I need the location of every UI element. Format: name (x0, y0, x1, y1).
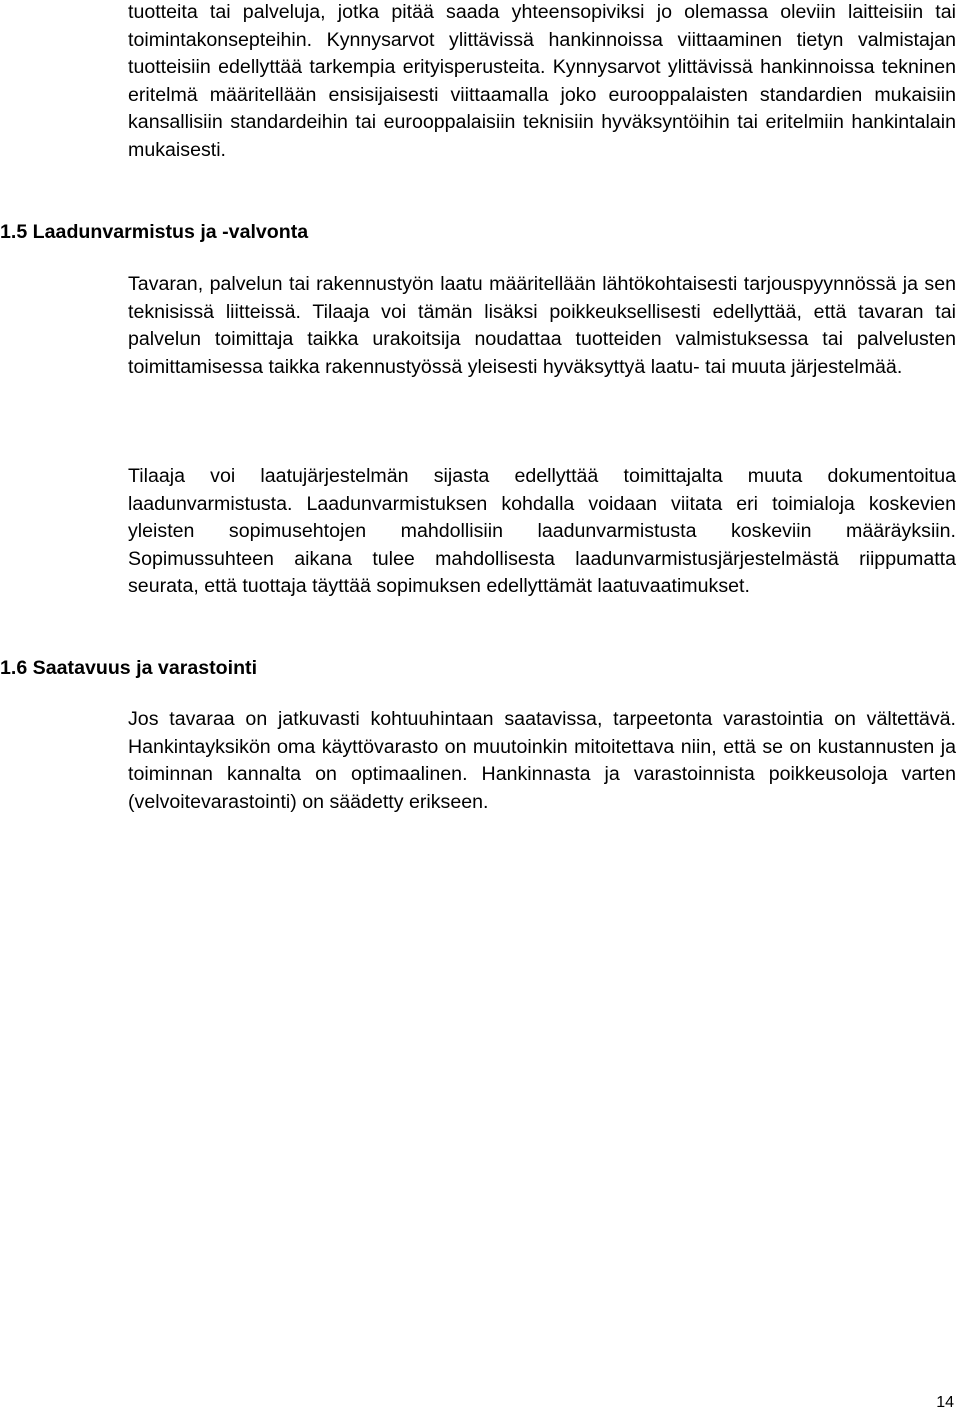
paragraph-availability-storage: Jos tavaraa on jatkuvasti kohtuuhintaan saatavissa, tarpeetonta varastointia on vältettävä. Hankintayksikön oma käyttövarasto on muutoinkin mitoitettava niin, että se on kustannusten ja toiminnan kannalta on optimaalinen. Hankinnasta ja varastoinnista poikkeusoloja varten (velvoitevarastointi) on säädetty erikseen. (128, 708, 956, 813)
page-number: 14 (936, 1394, 954, 1411)
section-heading-1-5: 1.5 Laadunvarmistus ja -valvonta (0, 221, 309, 243)
section-heading-1-6: 1.6 Saatavuus ja varastointi (0, 657, 258, 679)
continued-paragraph: tuotteita tai palveluja, jotka pitää saada yhteensopiviksi jo olemassa oleviin laitteisiin tai toimintakonsepteihin. Kynnysarvot ylittävissä hankinnoissa viittaaminen tietyn valmistajan tuotteisiin edellyttää tarkempia erityisperusteita. Kynnysarvot ylittävissä hankinnoissa tekninen eritelmä määritellään ensisijaisesti viittaamalla joko eurooppalaisten standardien mukaisiin kansallisiin standardeihin tai eurooppalaisiin teknisiin hyväksyntöihin tai eritelmiin hankintalain mukaisesti. (128, 1, 956, 161)
paragraph-quality-definition: Tavaran, palvelun tai rakennustyön laatu määritellään lähtökohtaisesti tarjouspyynnössä ja sen teknisissä liitteissä. Tilaaja voi tämän lisäksi poikkeuksellisesti edellyttää, että tavaran tai palvelun toimittaja taikka urakoitsija noudattaa tuotteiden valmistuksessa tai palvelusten toimittamisessa taikka rakennustyössä yleisesti hyväksyttyä laatu- tai muuta järjestelmää. (128, 273, 956, 378)
paragraph-quality-assurance: Tilaaja voi laatujärjestelmän sijasta edellyttää toimittajalta muuta dokumentoitua laadunvarmistusta. Laadunvarmistuksen kohdalla voidaan viitata eri toimialoja koskevien yleisten sopimusehtojen mahdollisiin laadunvarmistusta koskeviin määräyksiin. Sopimussuhteen aikana tulee mahdollisesta laadunvarmistusjärjestelmästä riippumatta seurata, että tuottaja täyttää sopimuksen edellyttämät laatuvaatimukset. (128, 465, 956, 598)
